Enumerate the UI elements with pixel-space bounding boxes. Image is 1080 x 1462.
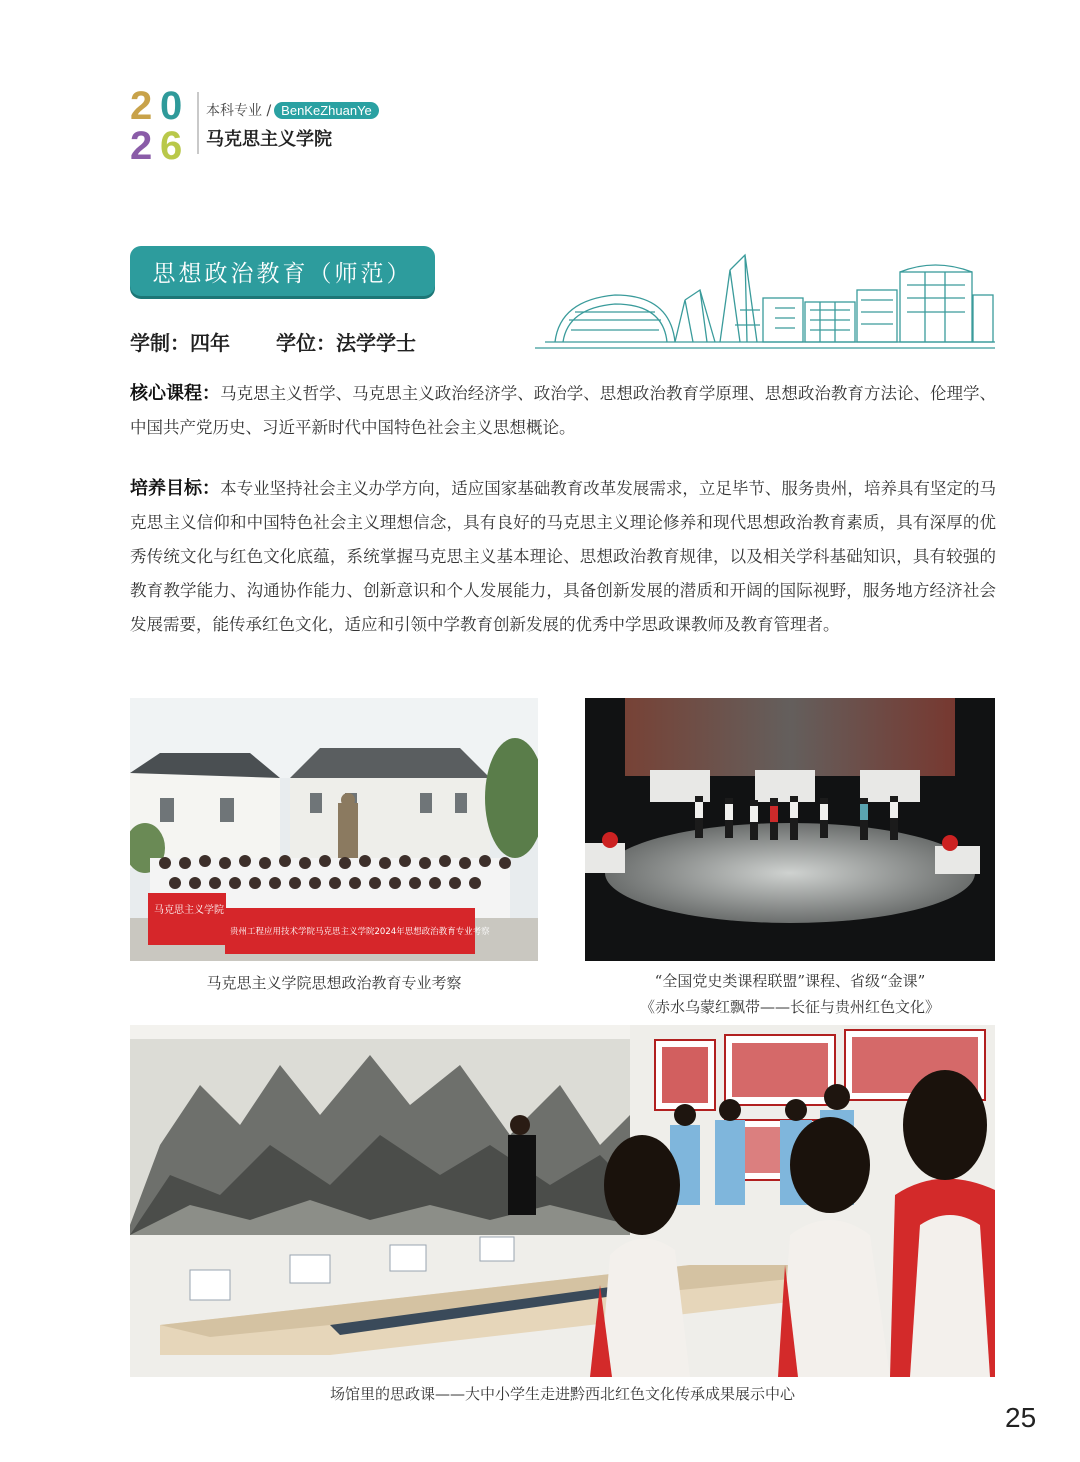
training-goal-label: 培养目标： — [130, 478, 221, 499]
college-name: 马克思主义学院 — [206, 129, 332, 150]
photo-stage-performance — [585, 698, 995, 961]
core-courses-text: 马克思主义哲学、马克思主义政治经济学、政治学、思想政治教育学原理、思想政治教育方法论、伦理学、中国共产党历史、习近平新时代中国特色社会主义思想概论。 — [130, 384, 997, 437]
banner-right-text: 贵州工程应用技术学院马克思主义学院2024年思想政治教育专业考察 — [230, 927, 490, 937]
photo-field-trip-group — [130, 698, 538, 961]
year-digit: 6 — [160, 124, 183, 168]
banner-left-text: 马克思主义学院 — [154, 905, 224, 916]
duration: 学制：四年 — [130, 331, 230, 355]
photo1-caption: 马克思主义学院思想政治教育专业考察 — [206, 974, 462, 992]
major-title-banner — [130, 246, 435, 296]
training-goal-paragraph — [130, 472, 996, 642]
header-category — [206, 100, 379, 120]
year-digit: 2 — [130, 124, 153, 168]
photo-exhibition-hall-class — [130, 1025, 995, 1377]
campus-skyline-illustration — [535, 250, 995, 354]
training-goal-text: 本专业坚持社会主义办学方向，适应国家基础教育改革发展需求，立足毕节、服务贵州，培养具有坚定的马克思主义信仰和中国特色社会主义理想信念，具有良好的马克思主义理论修养和现代思想政治教育素质，具有深厚的优秀传统文化与红色文化底蕴，系统掌握马克思主义基本理论、思想政治教育规律，以及相关学科基础知识，具有较强的教育教学能力、沟通协作能力、创新意识和个人发展能力，具备创新发展的潜质和开阔的国际视野，服务地方经济社会发展需要，能传承红色文化，适应和引领中学教育创新发展的优秀中学思政课教师及教育管理者。 — [130, 479, 997, 634]
photo2-caption-line1: “全国党史类课程联盟”课程、省级“金课” — [654, 972, 926, 990]
header-divider — [197, 92, 199, 154]
photo3-caption: 场馆里的思政课——大中小学生走进黔西北红色文化传承成果展示中心 — [329, 1385, 795, 1403]
core-courses-paragraph — [130, 377, 996, 445]
major-meta — [130, 327, 416, 356]
core-courses-label: 核心课程： — [130, 383, 221, 404]
major-title: 思想政治教育（师范） — [152, 260, 413, 287]
year-digit: 0 — [160, 84, 183, 128]
photo2-caption-line2: 《赤水乌蒙红飘带——长征与贵州红色文化》 — [639, 998, 940, 1016]
page-number: 25 — [1005, 1402, 1037, 1433]
year-logo — [130, 86, 192, 166]
year-digit: 2 — [130, 84, 153, 128]
degree: 学位：法学学士 — [276, 331, 416, 355]
category-label: 本科专业 / — [206, 103, 272, 119]
category-pill: BenKeZhuanYe — [274, 102, 379, 119]
